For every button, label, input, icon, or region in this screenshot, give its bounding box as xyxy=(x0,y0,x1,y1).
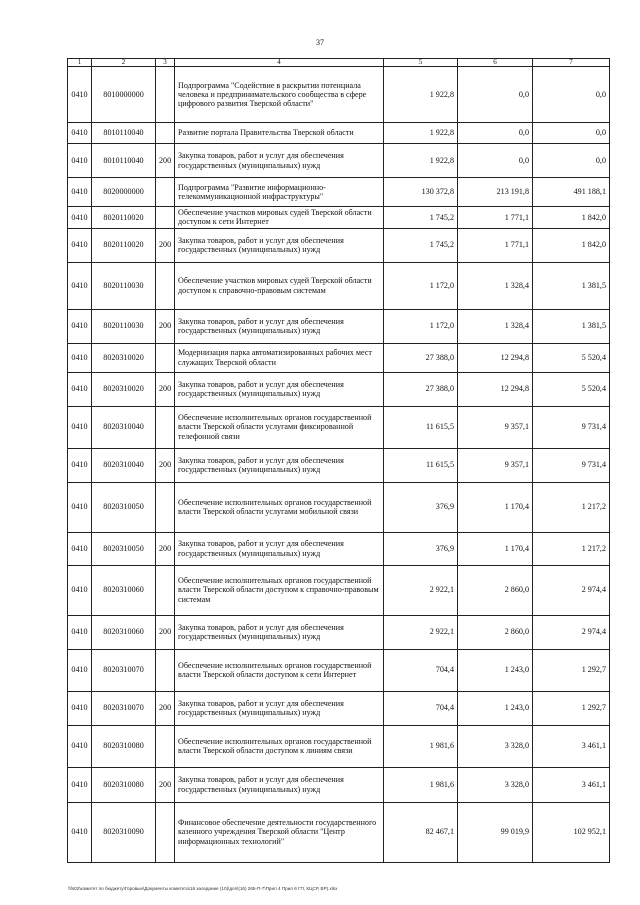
budget-section-code: 0410 xyxy=(68,565,92,615)
amount-col6: 9 357,1 xyxy=(458,406,533,448)
item-name: Обеспечение исполнительных органов государственной власти Тверской области доступом к справочно-правовым системам xyxy=(175,565,384,615)
table-row xyxy=(68,144,610,178)
amount-col5: 82 467,1 xyxy=(384,802,458,862)
target-article-code: 8010000000 xyxy=(92,67,156,123)
table-row xyxy=(68,649,610,691)
target-article-code: 8020110020 xyxy=(92,207,156,229)
table-row xyxy=(68,309,610,343)
item-name: Обеспечение исполнительных органов государственной власти Тверской области доступом к сети Интернет xyxy=(175,649,384,691)
amount-col7: 9 731,4 xyxy=(533,406,610,448)
amount-col7: 1 217,2 xyxy=(533,532,610,565)
amount-col6: 0,0 xyxy=(458,144,533,178)
amount-col7: 1 842,0 xyxy=(533,228,610,262)
expense-type-code xyxy=(156,67,175,123)
expense-type-code xyxy=(156,343,175,372)
target-article-code: 8020310080 xyxy=(92,725,156,767)
budget-section-code: 0410 xyxy=(68,144,92,178)
expense-type-code: 200 xyxy=(156,615,175,649)
amount-col7: 0,0 xyxy=(533,67,610,123)
budget-section-code: 0410 xyxy=(68,532,92,565)
item-name: Обеспечение исполнительных органов государственной власти Тверской области услугами фиксированной телефонной связи xyxy=(175,406,384,448)
budget-section-code: 0410 xyxy=(68,123,92,144)
amount-col5: 130 372,8 xyxy=(384,178,458,207)
amount-col6: 2 860,0 xyxy=(458,565,533,615)
budget-section-code: 0410 xyxy=(68,649,92,691)
target-article-code: 8020310080 xyxy=(92,767,156,802)
item-name: Закупка товаров, работ и услуг для обеспечения государственных (муниципальных) нужд xyxy=(175,448,384,482)
amount-col5: 27 388,0 xyxy=(384,343,458,372)
item-name: Финансовое обеспечение деятельности государственного казенного учреждения Тверской области "Центр информационных технологий" xyxy=(175,802,384,862)
budget-table xyxy=(67,58,610,863)
expense-type-code xyxy=(156,178,175,207)
page-number: 37 xyxy=(316,38,324,47)
target-article-code: 8020110030 xyxy=(92,309,156,343)
amount-col5: 704,4 xyxy=(384,691,458,725)
target-article-code: 8010110040 xyxy=(92,144,156,178)
item-name: Подпрограмма "Развитие информационно-телекоммуникационной инфраструктуры" xyxy=(175,178,384,207)
target-article-code: 8020310070 xyxy=(92,649,156,691)
table-row xyxy=(68,565,610,615)
footer-file-path: \\fs02\комитет по бюджету\Горовые\Документы комитета\16 заседание (10)\доп\(16) 265-П-7\Прил 4 Прил 6 ГП, КЦСР, ВР).xlsx xyxy=(68,886,338,891)
amount-col5: 376,9 xyxy=(384,532,458,565)
item-name: Закупка товаров, работ и услуг для обеспечения государственных (муниципальных) нужд xyxy=(175,615,384,649)
expense-type-code xyxy=(156,406,175,448)
expense-type-code xyxy=(156,802,175,862)
table-row xyxy=(68,228,610,262)
table-row xyxy=(68,691,610,725)
amount-col7: 1 292,7 xyxy=(533,649,610,691)
amount-col6: 1 170,4 xyxy=(458,532,533,565)
table-row xyxy=(68,178,610,207)
header-cell: 1 xyxy=(68,59,92,67)
table-row xyxy=(68,725,610,767)
expense-type-code: 200 xyxy=(156,228,175,262)
target-article-code: 8020310090 xyxy=(92,802,156,862)
target-article-code: 8010110040 xyxy=(92,123,156,144)
amount-col7: 1 292,7 xyxy=(533,691,610,725)
amount-col5: 1 922,8 xyxy=(384,144,458,178)
item-name: Закупка товаров, работ и услуг для обеспечения государственных (муниципальных) нужд xyxy=(175,309,384,343)
amount-col6: 1 243,0 xyxy=(458,649,533,691)
table-row xyxy=(68,123,610,144)
budget-section-code: 0410 xyxy=(68,482,92,532)
item-name: Обеспечение исполнительных органов государственной власти Тверской области доступом к линиям связи xyxy=(175,725,384,767)
item-name: Обеспечение участков мировых судей Тверской области доступом к справочно-правовым системам xyxy=(175,262,384,309)
budget-section-code: 0410 xyxy=(68,767,92,802)
expense-type-code xyxy=(156,482,175,532)
item-name: Закупка товаров, работ и услуг для обеспечения государственных (муниципальных) нужд xyxy=(175,532,384,565)
amount-col5: 1 745,2 xyxy=(384,228,458,262)
target-article-code: 8020310050 xyxy=(92,482,156,532)
table-row xyxy=(68,372,610,406)
expense-type-code: 200 xyxy=(156,767,175,802)
expense-type-code xyxy=(156,123,175,144)
amount-col7: 1 381,5 xyxy=(533,309,610,343)
amount-col7: 0,0 xyxy=(533,123,610,144)
amount-col5: 1 172,0 xyxy=(384,309,458,343)
header-cell: 7 xyxy=(533,59,610,67)
table-row xyxy=(68,615,610,649)
amount-col6: 213 191,8 xyxy=(458,178,533,207)
budget-section-code: 0410 xyxy=(68,691,92,725)
amount-col7: 102 952,1 xyxy=(533,802,610,862)
item-name: Обеспечение участков мировых судей Тверской области доступом к сети Интернет xyxy=(175,207,384,229)
amount-col5: 376,9 xyxy=(384,482,458,532)
item-name: Развитие портала Правительства Тверской области xyxy=(175,123,384,144)
budget-section-code: 0410 xyxy=(68,178,92,207)
table-row xyxy=(68,802,610,862)
target-article-code: 8020310060 xyxy=(92,615,156,649)
expense-type-code: 200 xyxy=(156,448,175,482)
amount-col5: 11 615,5 xyxy=(384,448,458,482)
amount-col6: 1 771,1 xyxy=(458,228,533,262)
amount-col6: 0,0 xyxy=(458,67,533,123)
target-article-code: 8020110030 xyxy=(92,262,156,309)
target-article-code: 8020310040 xyxy=(92,448,156,482)
expense-type-code xyxy=(156,262,175,309)
header-cell: 5 xyxy=(384,59,458,67)
amount-col6: 1 328,4 xyxy=(458,309,533,343)
budget-section-code: 0410 xyxy=(68,228,92,262)
target-article-code: 8020110020 xyxy=(92,228,156,262)
amount-col6: 0,0 xyxy=(458,123,533,144)
item-name: Модернизация парка автоматизированных рабочих мест служащих Тверской области xyxy=(175,343,384,372)
expense-type-code: 200 xyxy=(156,532,175,565)
item-name: Подпрограмма "Содействие в раскрытии потенциала человека и предпринимательского сообщества в сфере цифрового развития Тверской области" xyxy=(175,67,384,123)
item-name: Закупка товаров, работ и услуг для обеспечения государственных (муниципальных) нужд xyxy=(175,372,384,406)
amount-col7: 0,0 xyxy=(533,144,610,178)
amount-col7: 2 974,4 xyxy=(533,615,610,649)
amount-col6: 99 019,9 xyxy=(458,802,533,862)
table-row xyxy=(68,207,610,229)
expense-type-code xyxy=(156,649,175,691)
expense-type-code: 200 xyxy=(156,691,175,725)
amount-col5: 1 922,8 xyxy=(384,123,458,144)
budget-section-code: 0410 xyxy=(68,448,92,482)
amount-col6: 1 328,4 xyxy=(458,262,533,309)
table-row xyxy=(68,262,610,309)
amount-col7: 1 381,5 xyxy=(533,262,610,309)
target-article-code: 8020310070 xyxy=(92,691,156,725)
target-article-code: 8020310060 xyxy=(92,565,156,615)
item-name: Закупка товаров, работ и услуг для обеспечения государственных (муниципальных) нужд xyxy=(175,691,384,725)
amount-col6: 2 860,0 xyxy=(458,615,533,649)
header-cell: 6 xyxy=(458,59,533,67)
item-name: Обеспечение исполнительных органов государственной власти Тверской области услугами мобильной связи xyxy=(175,482,384,532)
amount-col7: 491 188,1 xyxy=(533,178,610,207)
amount-col6: 1 170,4 xyxy=(458,482,533,532)
budget-section-code: 0410 xyxy=(68,802,92,862)
amount-col5: 27 388,0 xyxy=(384,372,458,406)
target-article-code: 8020310020 xyxy=(92,372,156,406)
expense-type-code: 200 xyxy=(156,309,175,343)
amount-col7: 1 217,2 xyxy=(533,482,610,532)
amount-col5: 704,4 xyxy=(384,649,458,691)
amount-col7: 9 731,4 xyxy=(533,448,610,482)
target-article-code: 8020310050 xyxy=(92,532,156,565)
budget-section-code: 0410 xyxy=(68,343,92,372)
table-row xyxy=(68,406,610,448)
budget-section-code: 0410 xyxy=(68,207,92,229)
amount-col5: 1 981,6 xyxy=(384,767,458,802)
amount-col6: 3 328,0 xyxy=(458,725,533,767)
table-row xyxy=(68,67,610,123)
budget-section-code: 0410 xyxy=(68,262,92,309)
amount-col5: 1 172,0 xyxy=(384,262,458,309)
expense-type-code: 200 xyxy=(156,372,175,406)
budget-section-code: 0410 xyxy=(68,309,92,343)
expense-type-code: 200 xyxy=(156,144,175,178)
item-name: Закупка товаров, работ и услуг для обеспечения государственных (муниципальных) нужд xyxy=(175,228,384,262)
amount-col7: 2 974,4 xyxy=(533,565,610,615)
item-name: Закупка товаров, работ и услуг для обеспечения государственных (муниципальных) нужд xyxy=(175,144,384,178)
expense-type-code xyxy=(156,207,175,229)
amount-col5: 2 922,1 xyxy=(384,615,458,649)
table-row xyxy=(68,343,610,372)
table-row xyxy=(68,482,610,532)
header-cell: 3 xyxy=(156,59,175,67)
amount-col7: 3 461,1 xyxy=(533,725,610,767)
amount-col6: 3 328,0 xyxy=(458,767,533,802)
target-article-code: 8020310020 xyxy=(92,343,156,372)
budget-section-code: 0410 xyxy=(68,406,92,448)
header-cell: 2 xyxy=(92,59,156,67)
amount-col5: 11 615,5 xyxy=(384,406,458,448)
table-row xyxy=(68,532,610,565)
table-row xyxy=(68,767,610,802)
amount-col5: 1 981,6 xyxy=(384,725,458,767)
target-article-code: 8020000000 xyxy=(92,178,156,207)
amount-col6: 12 294,8 xyxy=(458,343,533,372)
header-cell: 4 xyxy=(175,59,384,67)
budget-section-code: 0410 xyxy=(68,372,92,406)
amount-col6: 12 294,8 xyxy=(458,372,533,406)
budget-section-code: 0410 xyxy=(68,615,92,649)
expense-type-code xyxy=(156,725,175,767)
amount-col5: 2 922,1 xyxy=(384,565,458,615)
amount-col7: 5 520,4 xyxy=(533,372,610,406)
table-row xyxy=(68,448,610,482)
budget-section-code: 0410 xyxy=(68,725,92,767)
amount-col7: 5 520,4 xyxy=(533,343,610,372)
amount-col6: 9 357,1 xyxy=(458,448,533,482)
amount-col5: 1 922,8 xyxy=(384,67,458,123)
item-name: Закупка товаров, работ и услуг для обеспечения государственных (муниципальных) нужд xyxy=(175,767,384,802)
amount-col6: 1 243,0 xyxy=(458,691,533,725)
budget-section-code: 0410 xyxy=(68,67,92,123)
header-row xyxy=(68,59,610,67)
amount-col7: 3 461,1 xyxy=(533,767,610,802)
amount-col6: 1 771,1 xyxy=(458,207,533,229)
target-article-code: 8020310040 xyxy=(92,406,156,448)
expense-type-code xyxy=(156,565,175,615)
amount-col7: 1 842,0 xyxy=(533,207,610,229)
amount-col5: 1 745,2 xyxy=(384,207,458,229)
